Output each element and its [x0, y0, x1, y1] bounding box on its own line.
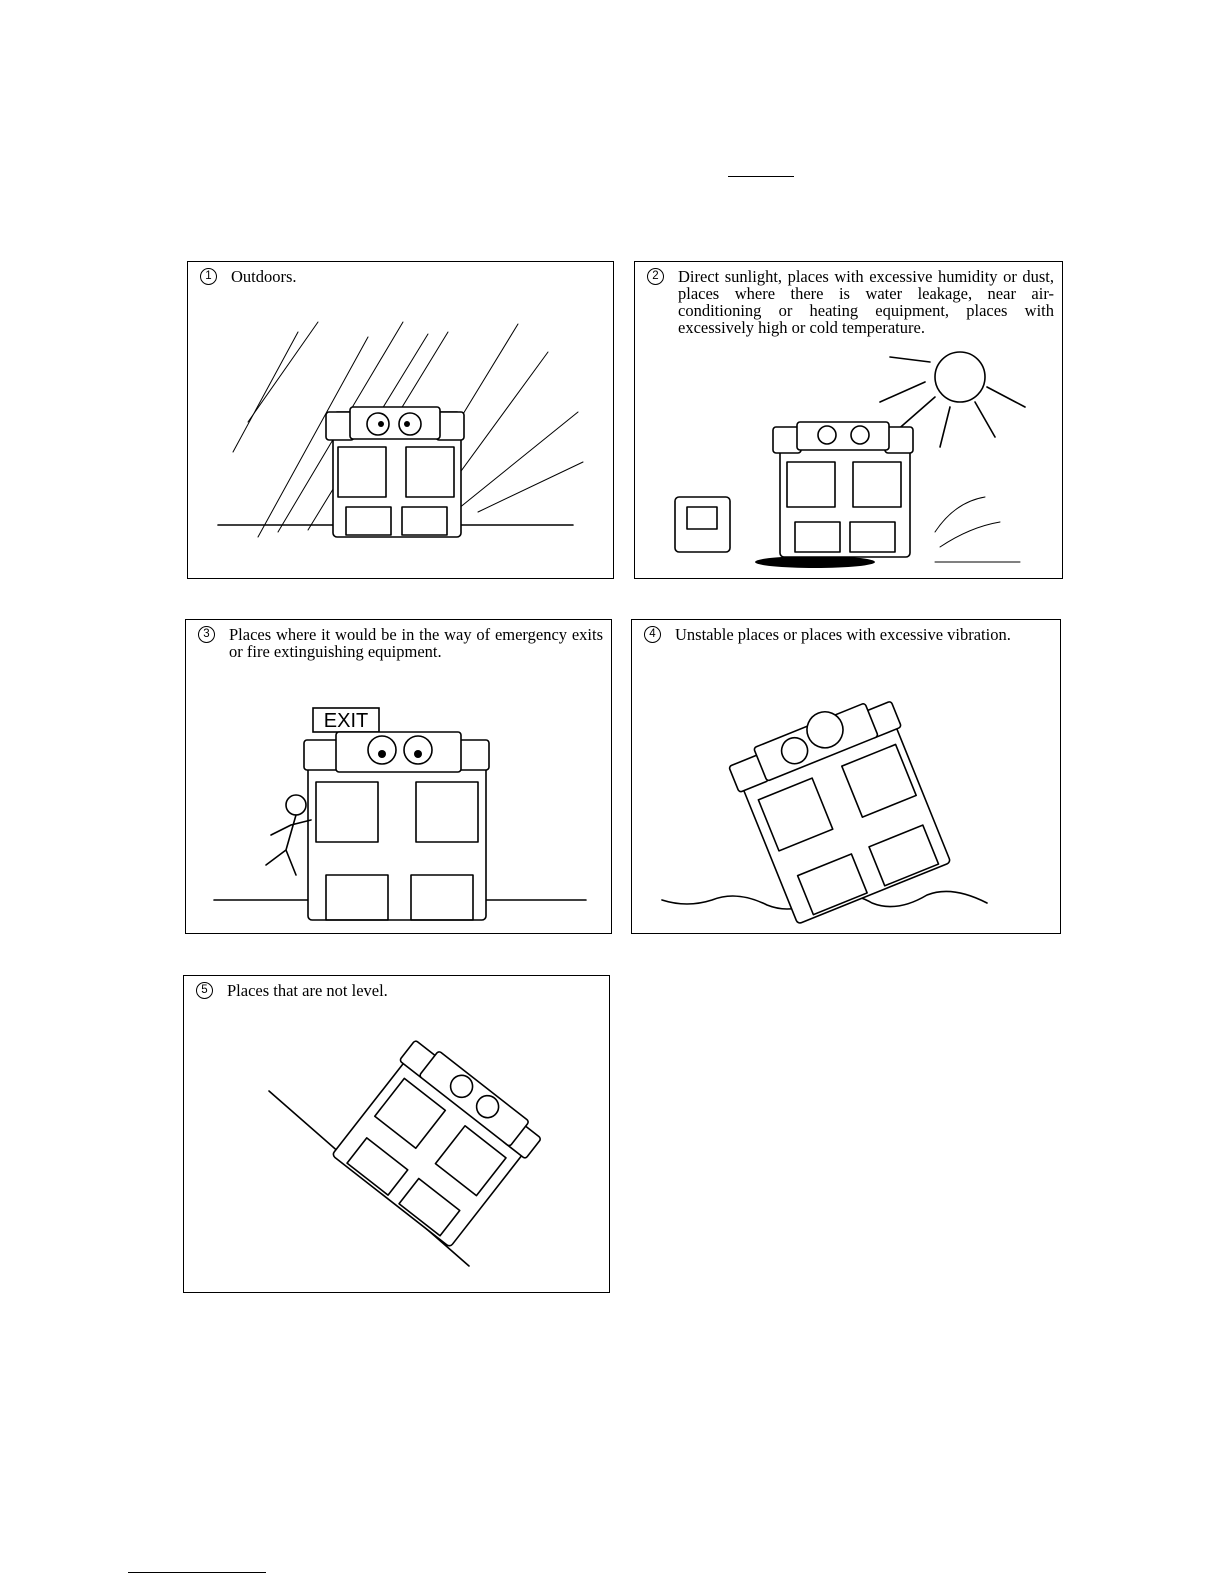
caption-outdoors [200, 268, 605, 285]
emergency-exit-illustration [186, 620, 610, 932]
panel-number: 1 [200, 268, 217, 285]
panel-number: 2 [647, 268, 664, 285]
caption-text: Unstable places or places with excessive vibration. [675, 625, 1011, 644]
top-rule [728, 176, 794, 177]
caption-not-level [196, 982, 601, 999]
panel-outdoors [187, 261, 614, 579]
unstable-illustration [632, 620, 1059, 932]
exit-sign: EXIT [323, 710, 369, 732]
caption-text: Places where it would be in the way of emergency exits or fire extinguishing equipment. [229, 625, 603, 661]
caption-unstable-places [644, 626, 1052, 643]
panel-direct-sunlight [634, 261, 1063, 579]
caption-text: Places that are not level. [227, 981, 388, 1000]
panel-unstable-places [631, 619, 1061, 934]
panel-not-level [183, 975, 610, 1293]
not-level-illustration [184, 976, 608, 1291]
outdoors-illustration [188, 262, 612, 577]
caption-direct-sunlight [647, 268, 1054, 336]
caption-emergency-exits [198, 626, 603, 660]
panel-number: 4 [644, 626, 661, 643]
caption-text: Direct sunlight, places with excessive humidity or dust, places where there is water leakage, near air-conditioning or heating equipment, places with excessively high or cold temperature. [678, 267, 1054, 337]
panel-number: 5 [196, 982, 213, 999]
caption-text: Outdoors. [231, 267, 297, 286]
panel-emergency-exits [185, 619, 612, 934]
bottom-rule [128, 1572, 266, 1573]
panel-number: 3 [198, 626, 215, 643]
